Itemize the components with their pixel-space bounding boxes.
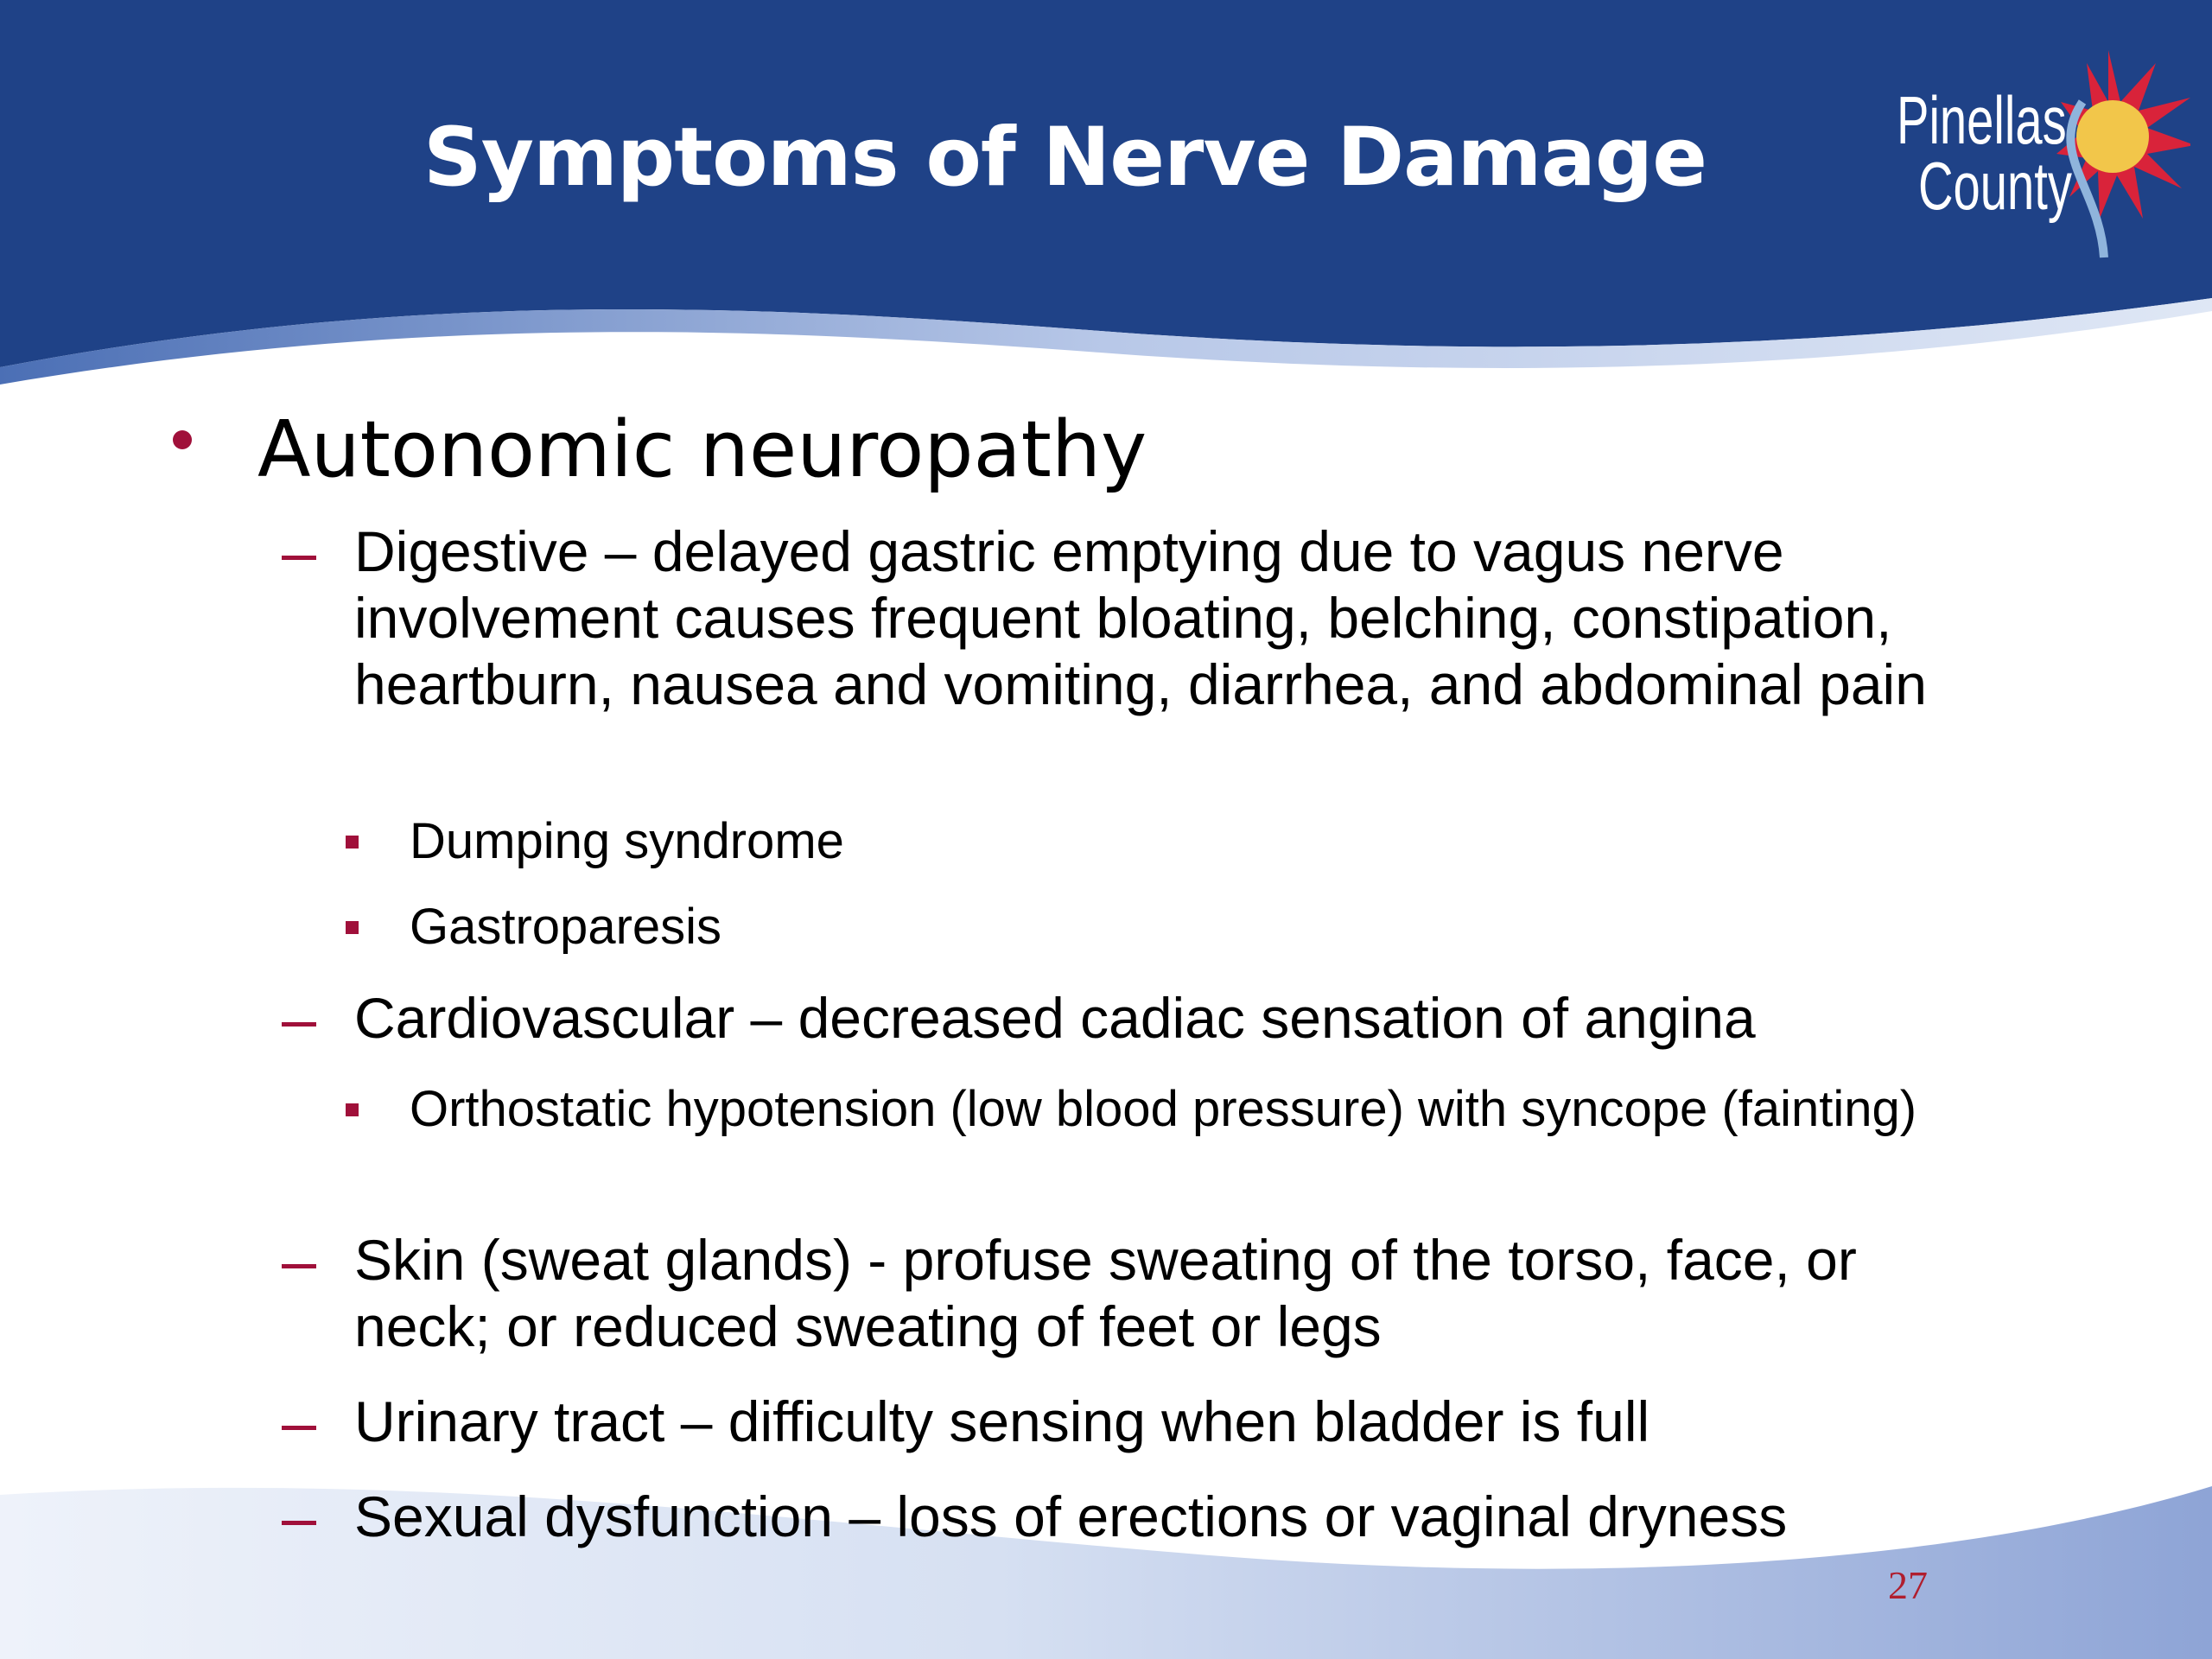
subitem-gastroparesis: Gastroparesis: [410, 899, 722, 955]
dash-bullet: [282, 556, 316, 560]
slide-title: Symptoms of Nerve Damage: [423, 111, 1707, 205]
page-number: 27: [1888, 1563, 1928, 1607]
logo-text-pinellas: Pinellas: [1897, 82, 2067, 158]
list-item-urinary-tract: Urinary tract – difficulty sensing when bladder is full: [354, 1389, 1650, 1453]
logo-text-county: County: [1918, 148, 2072, 224]
square-bullet: [346, 836, 359, 849]
square-bullet: [346, 921, 359, 934]
dash-bullet: [282, 1022, 316, 1027]
list-item-sexual-dysfunction: Sexual dysfunction – loss of erections or vaginal dryness: [354, 1484, 1788, 1548]
dash-bullet: [282, 1426, 316, 1430]
square-bullet: [346, 1103, 359, 1116]
list-item-digestive: Digestive – delayed gastric emptying due to vagus nerve involvement causes frequent bloating, belching, constipation, heartburn, nausea and vomiting, diarrhea, and abdominal pain: [354, 519, 1927, 716]
subitem-orthostatic-hypotension: Orthostatic hypotension (low blood pressure) with syncope (fainting): [410, 1081, 1917, 1137]
list-item-skin: Skin (sweat glands) - profuse sweating of the torso, face, or neck; or reduced sweating of feet or legs: [354, 1228, 1857, 1358]
dash-bullet: [282, 1264, 316, 1268]
bullet-dot: [173, 430, 192, 449]
list-item-cardiovascular: Cardiovascular – decreased cadiac sensation of angina: [354, 986, 1756, 1050]
main-bullet: Autonomic neuropathy: [257, 404, 1147, 495]
subitem-dumping-syndrome: Dumping syndrome: [410, 813, 844, 869]
dash-bullet: [282, 1521, 316, 1525]
